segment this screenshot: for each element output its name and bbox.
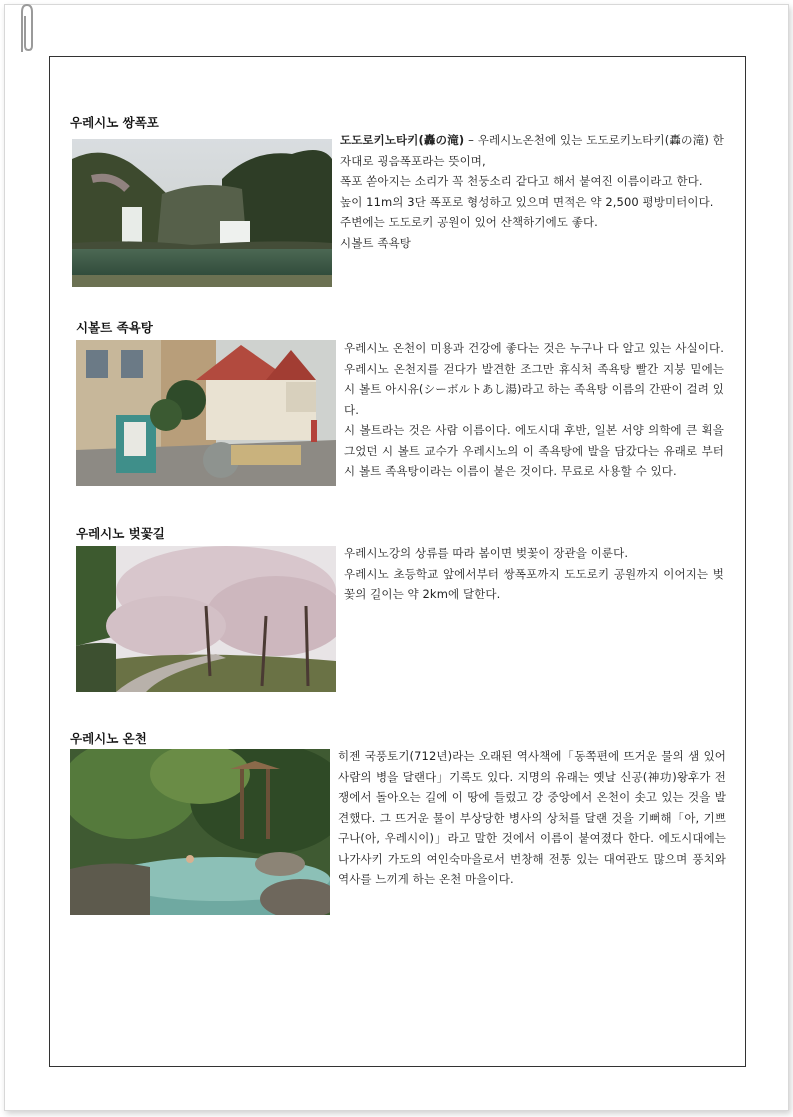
cherry-line-2: 우레시노 초등학교 앞에서부터 쌍폭포까지 도도로키 공원까지 이어지는 벚꽃의 길이는 약 2km에 달한다.: [344, 566, 724, 601]
cherry-blossom-photo: [76, 546, 336, 692]
footbath-paragraph-2: 시 볼트라는 것은 사람 이름이다. 에도시대 후반, 일본 서양 의학에 큰 획을 그었던 시 볼트 교수가 우레시노의 이 족욕탕에 발을 담갔다는 유래로 부터 시 볼트 족욕탕이라는 이름이 붙은 것이다. 무료로 사용할 수 있다.: [344, 423, 724, 478]
section-text-hotspring: [338, 746, 726, 890]
waterfall-line-4: 시볼트 족욕탕: [340, 235, 412, 250]
section-title-cherry: 우레시노 벚꽃길: [76, 526, 165, 541]
paperclip-icon: [16, 2, 38, 56]
hotspring-paragraph: 히젠 국풍토기(712년)라는 오래된 역사책에「동쪽편에 뜨거운 물의 샘 있어 사람의 병을 달랜다」기록도 있다. 지명의 유래는 옛날 신공(神功)왕후가 전쟁에서 돌아오는 길에 이 땅에 들렀고 강 중앙에서 온천이 솟고 있는 것을 발견했다. 그 뜨거운 물이 부상당한 병사의 상처를 달랜 것을 기뻐해「아, 기쁘구나(아, 우레시이)」라고 말한 것에서 이름이 붙여졌다 한다. 에도시대에는 나가사키 가도의 여인숙마을로서 번창해 전통 있는 대여관도 많으며 풍치와 역사를 느끼게 하는 온천 마을이다.: [338, 749, 726, 886]
waterfall-line-2: 높이 11m의 3단 폭포로 형성하고 있으며 면적은 약 2,500 평방미터이다.: [340, 194, 714, 209]
section-title-hotspring: 우레시노 온천: [70, 731, 147, 746]
waterfall-line-1: 폭포 쏟아지는 소리가 꼭 천둥소리 같다고 해서 붙여진 이름이라고 한다.: [340, 174, 703, 188]
waterfall-photo: [72, 139, 332, 287]
waterfall-lead-text: – 우레시노온천에 있는 도도로키노타키(轟の滝) 한자대로 굉음폭포라는 뜻이며,: [340, 133, 724, 168]
hot-spring-photo: [70, 749, 330, 915]
section-text-cherry: [344, 543, 724, 605]
section-title-footbath: 시볼트 족욕탕: [76, 320, 153, 335]
footbath-paragraph-1: 우레시노 온천이 미용과 건강에 좋다는 것은 누구나 다 알고 있는 사실이다. 우레시노 온천지를 걷다가 발견한 조그만 휴식처 족욕탕 빨간 지붕 밑에는 시 볼트 아시유(シーボルトあし湯)라고 하는 족욕탕 이름의 간판이 걸려 있다.: [344, 341, 724, 417]
cherry-line-1: 우레시노강의 상류를 따라 봄이면 벚꽃이 장관을 이룬다.: [344, 546, 629, 560]
waterfall-line-3: 주변에는 도도로키 공원이 있어 산책하기에도 좋다.: [340, 215, 598, 229]
waterfall-lead-bold: 도도로키노타키(轟の滝): [340, 133, 465, 147]
section-text-footbath: [344, 338, 724, 482]
section-text-waterfall: [340, 130, 724, 253]
section-title-waterfall: 우레시노 쌍폭포: [70, 115, 159, 130]
footbath-photo: [76, 340, 336, 486]
